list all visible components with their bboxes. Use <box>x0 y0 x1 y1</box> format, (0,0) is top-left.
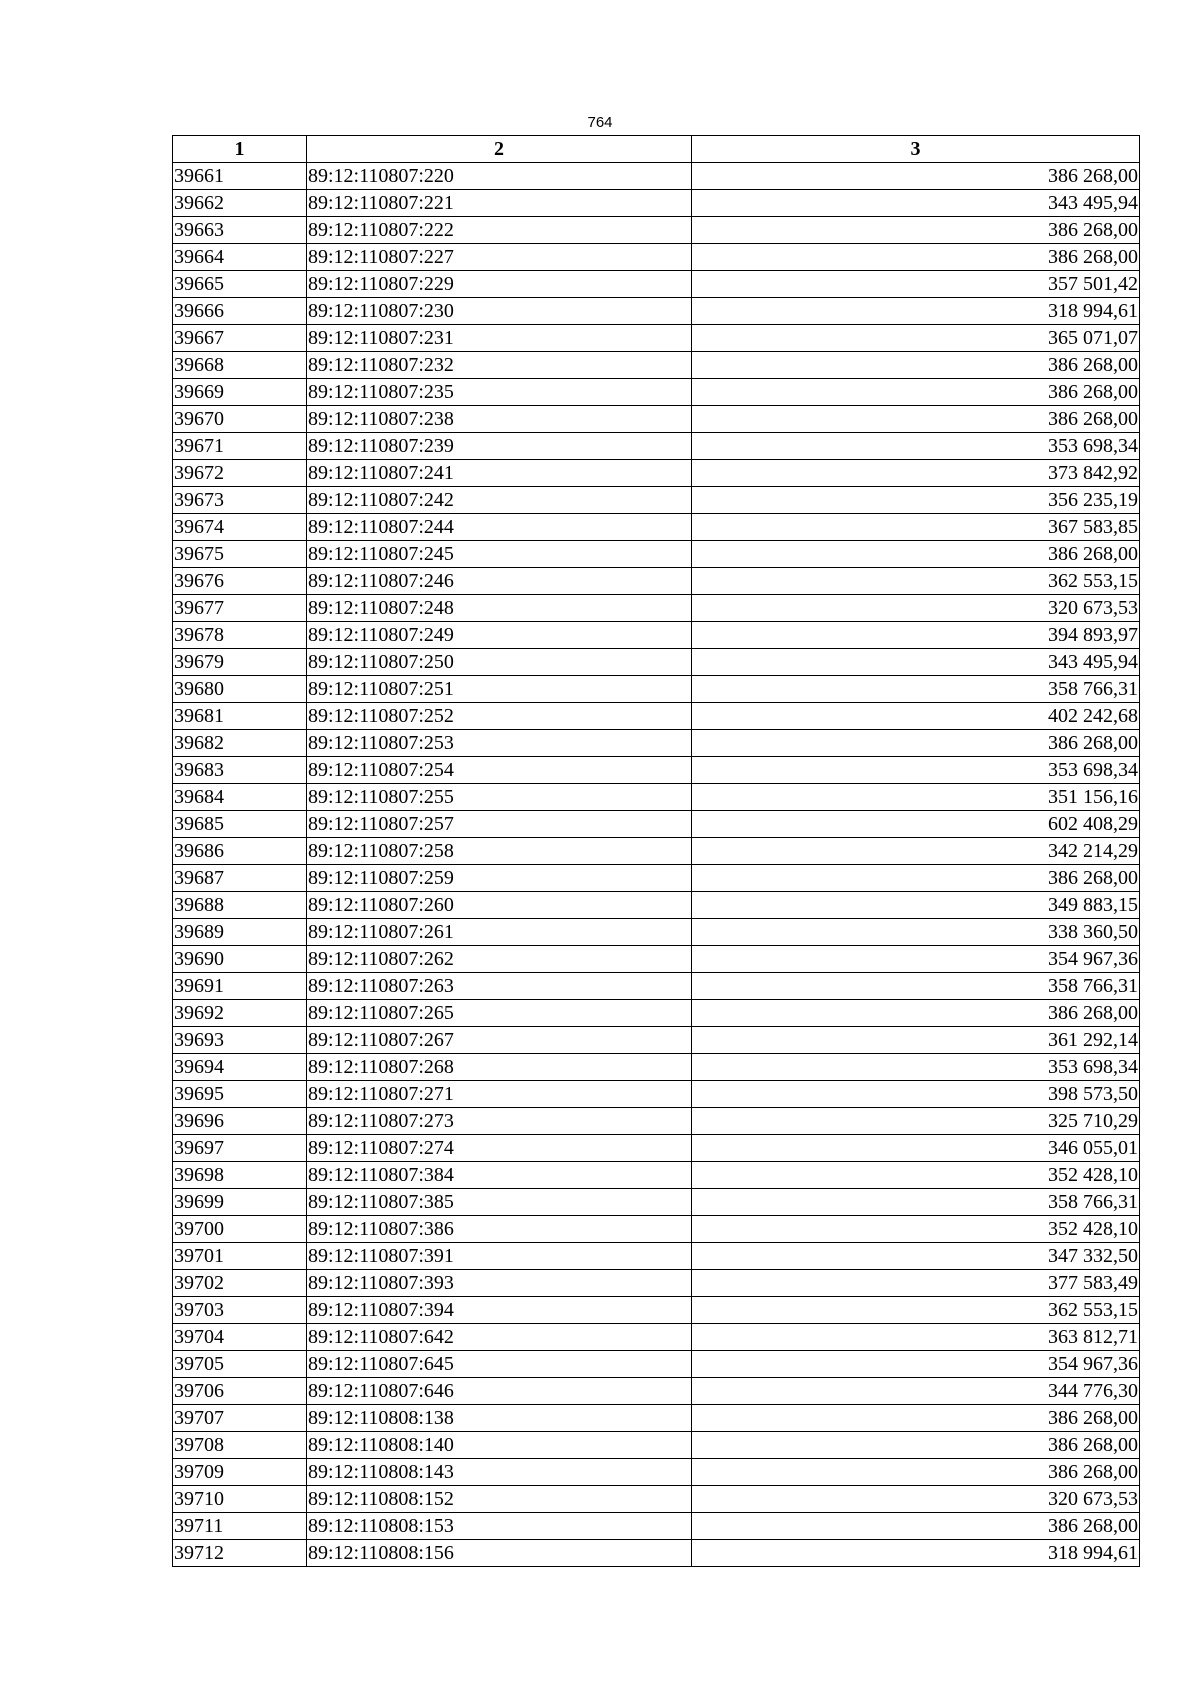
table-row <box>173 406 1140 433</box>
value-cell: 325 710,29 <box>692 1108 1140 1135</box>
table-row <box>173 1513 1140 1540</box>
cadastral-number-cell: 89:12:110807:258 <box>307 838 692 865</box>
row-number-cell: 39698 <box>173 1162 307 1189</box>
cadastral-number-cell: 89:12:110807:239 <box>307 433 692 460</box>
row-number-cell: 39667 <box>173 325 307 352</box>
table-row <box>173 379 1140 406</box>
row-number-cell: 39691 <box>173 973 307 1000</box>
value-cell: 386 268,00 <box>692 244 1140 271</box>
value-cell: 365 071,07 <box>692 325 1140 352</box>
cadastral-number-cell: 89:12:110807:229 <box>307 271 692 298</box>
table-row <box>173 1486 1140 1513</box>
row-number-cell: 39672 <box>173 460 307 487</box>
table-row <box>173 1324 1140 1351</box>
table-row <box>173 811 1140 838</box>
cadastral-number-cell: 89:12:110807:262 <box>307 946 692 973</box>
cadastral-number-cell: 89:12:110808:138 <box>307 1405 692 1432</box>
table-row <box>173 1108 1140 1135</box>
value-cell: 386 268,00 <box>692 406 1140 433</box>
value-cell: 343 495,94 <box>692 649 1140 676</box>
value-cell: 367 583,85 <box>692 514 1140 541</box>
value-cell: 362 553,15 <box>692 568 1140 595</box>
value-cell: 356 235,19 <box>692 487 1140 514</box>
row-number-cell: 39709 <box>173 1459 307 1486</box>
value-cell: 402 242,68 <box>692 703 1140 730</box>
row-number-cell: 39710 <box>173 1486 307 1513</box>
row-number-cell: 39683 <box>173 757 307 784</box>
cadastral-number-cell: 89:12:110807:249 <box>307 622 692 649</box>
row-number-cell: 39662 <box>173 190 307 217</box>
row-number-cell: 39675 <box>173 541 307 568</box>
row-number-cell: 39689 <box>173 919 307 946</box>
table-row <box>173 487 1140 514</box>
value-cell: 353 698,34 <box>692 757 1140 784</box>
value-cell: 386 268,00 <box>692 163 1140 190</box>
cadastral-number-cell: 89:12:110807:227 <box>307 244 692 271</box>
value-cell: 353 698,34 <box>692 1054 1140 1081</box>
row-number-cell: 39705 <box>173 1351 307 1378</box>
value-cell: 358 766,31 <box>692 1189 1140 1216</box>
cadastral-number-cell: 89:12:110807:260 <box>307 892 692 919</box>
table-row <box>173 271 1140 298</box>
row-number-cell: 39673 <box>173 487 307 514</box>
table-row <box>173 163 1140 190</box>
table-row <box>173 595 1140 622</box>
cadastral-number-cell: 89:12:110807:261 <box>307 919 692 946</box>
cadastral-number-cell: 89:12:110807:385 <box>307 1189 692 1216</box>
cadastral-number-cell: 89:12:110807:642 <box>307 1324 692 1351</box>
cadastral-number-cell: 89:12:110808:152 <box>307 1486 692 1513</box>
row-number-cell: 39684 <box>173 784 307 811</box>
cadastral-number-cell: 89:12:110807:271 <box>307 1081 692 1108</box>
row-number-cell: 39685 <box>173 811 307 838</box>
table-row <box>173 892 1140 919</box>
value-cell: 342 214,29 <box>692 838 1140 865</box>
table-row <box>173 1405 1140 1432</box>
cadastral-number-cell: 89:12:110807:257 <box>307 811 692 838</box>
table-row <box>173 1135 1140 1162</box>
table-row <box>173 622 1140 649</box>
table-row <box>173 190 1140 217</box>
value-cell: 351 156,16 <box>692 784 1140 811</box>
cadastral-number-cell: 89:12:110807:274 <box>307 1135 692 1162</box>
cadastral-number-cell: 89:12:110807:394 <box>307 1297 692 1324</box>
table-row <box>173 1459 1140 1486</box>
cadastral-number-cell: 89:12:110808:153 <box>307 1513 692 1540</box>
value-cell: 358 766,31 <box>692 973 1140 1000</box>
cadastral-number-cell: 89:12:110808:143 <box>307 1459 692 1486</box>
value-cell: 386 268,00 <box>692 1513 1140 1540</box>
row-number-cell: 39692 <box>173 1000 307 1027</box>
value-cell: 318 994,61 <box>692 1540 1140 1567</box>
table-row <box>173 1432 1140 1459</box>
value-cell: 363 812,71 <box>692 1324 1140 1351</box>
cadastral-number-cell: 89:12:110807:391 <box>307 1243 692 1270</box>
table-row <box>173 244 1140 271</box>
value-cell: 320 673,53 <box>692 595 1140 622</box>
table-row <box>173 1081 1140 1108</box>
row-number-cell: 39663 <box>173 217 307 244</box>
column-header-3: 3 <box>692 136 1140 163</box>
table-row <box>173 784 1140 811</box>
row-number-cell: 39668 <box>173 352 307 379</box>
row-number-cell: 39664 <box>173 244 307 271</box>
row-number-cell: 39676 <box>173 568 307 595</box>
cadastral-number-cell: 89:12:110807:646 <box>307 1378 692 1405</box>
cadastral-number-cell: 89:12:110807:221 <box>307 190 692 217</box>
table-row <box>173 298 1140 325</box>
cadastral-number-cell: 89:12:110807:230 <box>307 298 692 325</box>
table-row <box>173 514 1140 541</box>
row-number-cell: 39682 <box>173 730 307 757</box>
cadastral-number-cell: 89:12:110807:231 <box>307 325 692 352</box>
cadastral-number-cell: 89:12:110807:259 <box>307 865 692 892</box>
value-cell: 344 776,30 <box>692 1378 1140 1405</box>
row-number-cell: 39670 <box>173 406 307 433</box>
table-row <box>173 1027 1140 1054</box>
table-row <box>173 568 1140 595</box>
row-number-cell: 39661 <box>173 163 307 190</box>
table-body <box>173 163 1140 1567</box>
table-row <box>173 1054 1140 1081</box>
table-row <box>173 703 1140 730</box>
cadastral-number-cell: 89:12:110807:253 <box>307 730 692 757</box>
cadastral-number-cell: 89:12:110807:645 <box>307 1351 692 1378</box>
row-number-cell: 39701 <box>173 1243 307 1270</box>
row-number-cell: 39686 <box>173 838 307 865</box>
value-cell: 386 268,00 <box>692 379 1140 406</box>
table-row <box>173 946 1140 973</box>
table-row <box>173 730 1140 757</box>
table-row <box>173 676 1140 703</box>
value-cell: 602 408,29 <box>692 811 1140 838</box>
value-cell: 346 055,01 <box>692 1135 1140 1162</box>
cadastral-number-cell: 89:12:110807:250 <box>307 649 692 676</box>
cadastral-number-cell: 89:12:110807:393 <box>307 1270 692 1297</box>
cadastral-number-cell: 89:12:110807:248 <box>307 595 692 622</box>
row-number-cell: 39680 <box>173 676 307 703</box>
table-row <box>173 1189 1140 1216</box>
row-number-cell: 39712 <box>173 1540 307 1567</box>
column-header-1: 1 <box>173 136 307 163</box>
row-number-cell: 39681 <box>173 703 307 730</box>
value-cell: 354 967,36 <box>692 946 1140 973</box>
value-cell: 386 268,00 <box>692 541 1140 568</box>
page-number: 764 <box>587 114 613 131</box>
cadastral-number-cell: 89:12:110807:246 <box>307 568 692 595</box>
row-number-cell: 39674 <box>173 514 307 541</box>
row-number-cell: 39703 <box>173 1297 307 1324</box>
row-number-cell: 39687 <box>173 865 307 892</box>
value-cell: 377 583,49 <box>692 1270 1140 1297</box>
table-row <box>173 757 1140 784</box>
cadastral-number-cell: 89:12:110807:245 <box>307 541 692 568</box>
row-number-cell: 39678 <box>173 622 307 649</box>
table-row <box>173 919 1140 946</box>
row-number-cell: 39671 <box>173 433 307 460</box>
value-cell: 358 766,31 <box>692 676 1140 703</box>
cadastral-number-cell: 89:12:110807:252 <box>307 703 692 730</box>
cadastral-number-cell: 89:12:110807:263 <box>307 973 692 1000</box>
value-cell: 386 268,00 <box>692 1459 1140 1486</box>
value-cell: 386 268,00 <box>692 352 1140 379</box>
row-number-cell: 39707 <box>173 1405 307 1432</box>
row-number-cell: 39711 <box>173 1513 307 1540</box>
value-cell: 398 573,50 <box>692 1081 1140 1108</box>
table-row <box>173 460 1140 487</box>
row-number-cell: 39666 <box>173 298 307 325</box>
table-row <box>173 541 1140 568</box>
column-header-2: 2 <box>307 136 692 163</box>
table-row <box>173 1351 1140 1378</box>
value-cell: 394 893,97 <box>692 622 1140 649</box>
value-cell: 357 501,42 <box>692 271 1140 298</box>
row-number-cell: 39700 <box>173 1216 307 1243</box>
table-row <box>173 1540 1140 1567</box>
value-cell: 318 994,61 <box>692 298 1140 325</box>
table-row <box>173 1000 1140 1027</box>
table-row <box>173 217 1140 244</box>
row-number-cell: 39669 <box>173 379 307 406</box>
cadastral-number-cell: 89:12:110807:268 <box>307 1054 692 1081</box>
table-row <box>173 433 1140 460</box>
cadastral-number-cell: 89:12:110807:251 <box>307 676 692 703</box>
cadastral-number-cell: 89:12:110807:273 <box>307 1108 692 1135</box>
value-cell: 338 360,50 <box>692 919 1140 946</box>
table-row <box>173 1270 1140 1297</box>
row-number-cell: 39696 <box>173 1108 307 1135</box>
cadastral-number-cell: 89:12:110807:222 <box>307 217 692 244</box>
value-cell: 353 698,34 <box>692 433 1140 460</box>
table-row <box>173 649 1140 676</box>
table-row <box>173 838 1140 865</box>
cadastral-number-cell: 89:12:110807:242 <box>307 487 692 514</box>
row-number-cell: 39688 <box>173 892 307 919</box>
row-number-cell: 39690 <box>173 946 307 973</box>
table-row <box>173 352 1140 379</box>
cadastral-number-cell: 89:12:110807:238 <box>307 406 692 433</box>
table-row <box>173 865 1140 892</box>
row-number-cell: 39677 <box>173 595 307 622</box>
cadastral-number-cell: 89:12:110807:254 <box>307 757 692 784</box>
cadastral-number-cell: 89:12:110807:384 <box>307 1162 692 1189</box>
value-cell: 386 268,00 <box>692 730 1140 757</box>
cadastral-number-cell: 89:12:110807:265 <box>307 1000 692 1027</box>
row-number-cell: 39679 <box>173 649 307 676</box>
row-number-cell: 39693 <box>173 1027 307 1054</box>
value-cell: 352 428,10 <box>692 1162 1140 1189</box>
value-cell: 352 428,10 <box>692 1216 1140 1243</box>
row-number-cell: 39695 <box>173 1081 307 1108</box>
cadastral-number-cell: 89:12:110807:386 <box>307 1216 692 1243</box>
row-number-cell: 39706 <box>173 1378 307 1405</box>
row-number-cell: 39708 <box>173 1432 307 1459</box>
cadastral-number-cell: 89:12:110807:244 <box>307 514 692 541</box>
value-cell: 386 268,00 <box>692 1405 1140 1432</box>
value-cell: 386 268,00 <box>692 1432 1140 1459</box>
value-cell: 347 332,50 <box>692 1243 1140 1270</box>
value-cell: 386 268,00 <box>692 1000 1140 1027</box>
header-row <box>173 136 1140 163</box>
value-cell: 320 673,53 <box>692 1486 1140 1513</box>
data-table <box>172 135 1140 1567</box>
cadastral-number-cell: 89:12:110807:255 <box>307 784 692 811</box>
row-number-cell: 39702 <box>173 1270 307 1297</box>
value-cell: 386 268,00 <box>692 865 1140 892</box>
cadastral-number-cell: 89:12:110807:220 <box>307 163 692 190</box>
value-cell: 349 883,15 <box>692 892 1140 919</box>
row-number-cell: 39704 <box>173 1324 307 1351</box>
table-row <box>173 1243 1140 1270</box>
table-row <box>173 1216 1140 1243</box>
table-row <box>173 325 1140 352</box>
table-row <box>173 1297 1140 1324</box>
row-number-cell: 39665 <box>173 271 307 298</box>
row-number-cell: 39697 <box>173 1135 307 1162</box>
value-cell: 362 553,15 <box>692 1297 1140 1324</box>
table-row <box>173 1162 1140 1189</box>
cadastral-number-cell: 89:12:110807:232 <box>307 352 692 379</box>
cadastral-number-cell: 89:12:110807:241 <box>307 460 692 487</box>
cadastral-number-cell: 89:12:110808:140 <box>307 1432 692 1459</box>
table-row <box>173 973 1140 1000</box>
value-cell: 361 292,14 <box>692 1027 1140 1054</box>
row-number-cell: 39699 <box>173 1189 307 1216</box>
value-cell: 343 495,94 <box>692 190 1140 217</box>
value-cell: 354 967,36 <box>692 1351 1140 1378</box>
value-cell: 386 268,00 <box>692 217 1140 244</box>
cadastral-number-cell: 89:12:110807:267 <box>307 1027 692 1054</box>
cadastral-number-cell: 89:12:110807:235 <box>307 379 692 406</box>
value-cell: 373 842,92 <box>692 460 1140 487</box>
cadastral-number-cell: 89:12:110808:156 <box>307 1540 692 1567</box>
row-number-cell: 39694 <box>173 1054 307 1081</box>
table-row <box>173 1378 1140 1405</box>
